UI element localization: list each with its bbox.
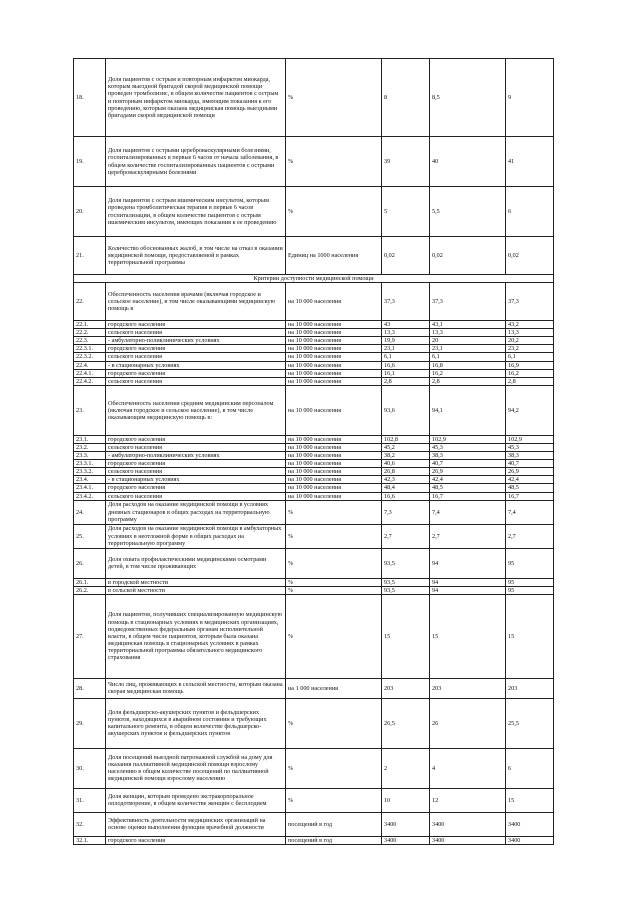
indicator-name: Доля расходов на оказание медицинской помощи в амбулаторных условиях в неотложной форме в общих расходах на территориальную программу bbox=[106, 524, 286, 548]
table-row bbox=[74, 237, 554, 275]
value-year-1: 13,3 bbox=[382, 329, 430, 337]
table-row bbox=[74, 492, 554, 500]
value-year-1: 7,3 bbox=[382, 500, 430, 524]
value-year-2: 16,2 bbox=[430, 369, 506, 377]
value-year-2: 15 bbox=[430, 594, 506, 678]
row-number: 23.1. bbox=[74, 435, 106, 443]
value-year-1: 10 bbox=[382, 788, 430, 812]
indicator-name: сельского населения bbox=[106, 492, 286, 500]
value-year-3: 48,5 bbox=[506, 484, 554, 492]
indicator-name: Доля фельдшерско-акушерских пунктов и фельдшерских пунктов, находящихся в аварийном состоянии и требующих капитального ремонта, в общем количестве фельдшерско-акушерских пунктов и фельдшерских пунктов bbox=[106, 698, 286, 748]
value-year-1: 93,5 bbox=[382, 586, 430, 594]
document-page bbox=[73, 58, 553, 845]
unit-of-measure: на 10 000 населения bbox=[286, 443, 382, 451]
unit-of-measure: на 10 000 населения bbox=[286, 377, 382, 385]
value-year-3: 0,02 bbox=[506, 237, 554, 275]
value-year-2: 40,7 bbox=[430, 460, 506, 468]
table-row bbox=[74, 678, 554, 698]
value-year-3: 43,2 bbox=[506, 321, 554, 329]
row-number: 22. bbox=[74, 283, 106, 321]
row-number: 23. bbox=[74, 385, 106, 435]
row-number: 23.3. bbox=[74, 452, 106, 460]
indicator-name: городского населения bbox=[106, 484, 286, 492]
value-year-1: 0,02 bbox=[382, 237, 430, 275]
table-row bbox=[74, 594, 554, 678]
indicator-name: Доля пациентов с острыми цереброваскулярными болезнями, госпитализированных в первые 6 часов от начала заболевания, в общем количестве госпитализированных пациентов с острыми цереброваскулярными болезнями bbox=[106, 137, 286, 187]
value-year-3: 95 bbox=[506, 548, 554, 578]
row-number: 23.3.2. bbox=[74, 468, 106, 476]
table-row bbox=[74, 187, 554, 237]
value-year-3: 16,2 bbox=[506, 369, 554, 377]
value-year-2: 38,3 bbox=[430, 452, 506, 460]
value-year-1: 2,7 bbox=[382, 524, 430, 548]
table-row bbox=[74, 283, 554, 321]
value-year-1: 5 bbox=[382, 187, 430, 237]
indicator-name: городского населения bbox=[106, 321, 286, 329]
value-year-3: 3400 bbox=[506, 812, 554, 836]
row-number: 32.1. bbox=[74, 836, 106, 844]
table-row bbox=[74, 524, 554, 548]
value-year-1: 19,9 bbox=[382, 337, 430, 345]
indicator-name: сельского населения bbox=[106, 377, 286, 385]
value-year-3: 26,9 bbox=[506, 468, 554, 476]
unit-of-measure: на 10 000 населения bbox=[286, 361, 382, 369]
table-row bbox=[74, 321, 554, 329]
value-year-2: 37,3 bbox=[430, 283, 506, 321]
unit-of-measure: посещений в год bbox=[286, 812, 382, 836]
unit-of-measure: % bbox=[286, 698, 382, 748]
indicator-name: Доля пациентов, получивших специализированную медицинскую помощь в стационарных условиях в медицинских организациях, подведомственных федеральным органам исполнительной власти, в общем числе пациентов, которым была оказана медицинская помощь в стационарных условиях в рамках территориальной программы обязательного медицинского страхования bbox=[106, 594, 286, 678]
unit-of-measure: % bbox=[286, 59, 382, 137]
value-year-3: 20,2 bbox=[506, 337, 554, 345]
value-year-1: 37,3 bbox=[382, 283, 430, 321]
value-year-3: 9 bbox=[506, 59, 554, 137]
row-number: 21. bbox=[74, 237, 106, 275]
value-year-1: 102,8 bbox=[382, 435, 430, 443]
value-year-3: 13,3 bbox=[506, 329, 554, 337]
row-number: 23.2. bbox=[74, 443, 106, 451]
value-year-3: 102,9 bbox=[506, 435, 554, 443]
value-year-2: 43,1 bbox=[430, 321, 506, 329]
unit-of-measure: на 10 000 населения bbox=[286, 353, 382, 361]
value-year-2: 26 bbox=[430, 698, 506, 748]
unit-of-measure: на 10 000 населения bbox=[286, 321, 382, 329]
section-title: Критерии доступности медицинской помощи bbox=[74, 275, 554, 283]
indicator-name: Обеспеченность населения врачами (включая городское и сельское население), в том числе оказывающими медицинскую помощь в bbox=[106, 283, 286, 321]
value-year-3: 6 bbox=[506, 187, 554, 237]
table-row bbox=[74, 369, 554, 377]
value-year-1: 48,4 bbox=[382, 484, 430, 492]
value-year-3: 2,8 bbox=[506, 377, 554, 385]
table-row bbox=[74, 385, 554, 435]
value-year-3: 95 bbox=[506, 578, 554, 586]
value-year-1: 42,3 bbox=[382, 476, 430, 484]
indicator-name: Доля посещений выездной патронажной службой на дому для оказания паллиативной медицинской помощи взрослому населению в общем количестве посещений по паллиативной медицинской помощи взрослому населению bbox=[106, 748, 286, 788]
unit-of-measure: Единиц на 1000 населения bbox=[286, 237, 382, 275]
value-year-1: 2 bbox=[382, 748, 430, 788]
unit-of-measure: на 1 000 населения bbox=[286, 678, 382, 698]
indicator-name: сельского населения bbox=[106, 329, 286, 337]
value-year-1: 93,6 bbox=[382, 385, 430, 435]
row-number: 23.3.1. bbox=[74, 460, 106, 468]
value-year-1: 8 bbox=[382, 59, 430, 137]
value-year-2: 94 bbox=[430, 548, 506, 578]
value-year-3: 15 bbox=[506, 594, 554, 678]
table-row bbox=[74, 345, 554, 353]
value-year-2: 8,5 bbox=[430, 59, 506, 137]
value-year-2: 26,9 bbox=[430, 468, 506, 476]
row-number: 22.4.1. bbox=[74, 369, 106, 377]
table-row bbox=[74, 788, 554, 812]
value-year-2: 94 bbox=[430, 586, 506, 594]
row-number: 27. bbox=[74, 594, 106, 678]
row-number: 29. bbox=[74, 698, 106, 748]
value-year-3: 16,9 bbox=[506, 361, 554, 369]
table-row bbox=[74, 484, 554, 492]
value-year-1: 38,2 bbox=[382, 452, 430, 460]
value-year-3: 25,5 bbox=[506, 698, 554, 748]
table-row bbox=[74, 748, 554, 788]
unit-of-measure: на 10 000 населения bbox=[286, 476, 382, 484]
value-year-2: 40 bbox=[430, 137, 506, 187]
value-year-2: 16,8 bbox=[430, 361, 506, 369]
unit-of-measure: на 10 000 населения bbox=[286, 435, 382, 443]
value-year-3: 16,7 bbox=[506, 492, 554, 500]
indicator-name: Доля пациентов с острым и повторным инфарктом миокарда, которым выездной бригадой скорой медицинской помощи проведен тромболизис, в общем количестве пациентов с острым и повторным инфарктом миокарда, имеющим показания к его проведению, которым оказана медицинская помощь выездными бригадами скорой медицинской помощи bbox=[106, 59, 286, 137]
value-year-2: 3400 bbox=[430, 812, 506, 836]
table-row bbox=[74, 836, 554, 844]
value-year-3: 2,7 bbox=[506, 524, 554, 548]
row-number: 22.2. bbox=[74, 329, 106, 337]
unit-of-measure: на 10 000 населения bbox=[286, 452, 382, 460]
value-year-2: 203 bbox=[430, 678, 506, 698]
table-row bbox=[74, 812, 554, 836]
unit-of-measure: на 10 000 населения bbox=[286, 369, 382, 377]
unit-of-measure: % bbox=[286, 548, 382, 578]
row-number: 22.3.2. bbox=[74, 353, 106, 361]
row-number: 26. bbox=[74, 548, 106, 578]
table-row bbox=[74, 361, 554, 369]
value-year-1: 45,2 bbox=[382, 443, 430, 451]
row-number: 24. bbox=[74, 500, 106, 524]
unit-of-measure: % bbox=[286, 788, 382, 812]
table-row bbox=[74, 443, 554, 451]
row-number: 22.3. bbox=[74, 337, 106, 345]
table-row bbox=[74, 586, 554, 594]
indicator-name: в городской местности bbox=[106, 578, 286, 586]
indicator-name: Эффективность деятельности медицинских организаций на основе оценки выполнения функции врачебной должности bbox=[106, 812, 286, 836]
indicator-name: городского населения bbox=[106, 345, 286, 353]
value-year-1: 16,1 bbox=[382, 369, 430, 377]
indicator-name: городского населения bbox=[106, 369, 286, 377]
table-row bbox=[74, 476, 554, 484]
value-year-2: 2,8 bbox=[430, 377, 506, 385]
unit-of-measure: % bbox=[286, 594, 382, 678]
row-number: 20. bbox=[74, 187, 106, 237]
unit-of-measure: на 10 000 населения bbox=[286, 460, 382, 468]
unit-of-measure: на 10 000 населения bbox=[286, 385, 382, 435]
value-year-1: 6,1 bbox=[382, 353, 430, 361]
unit-of-measure: % bbox=[286, 524, 382, 548]
row-number: 22.3.1. bbox=[74, 345, 106, 353]
indicator-name: Доля пациентов с острым ишемическим инсультом, которым проведена тромболитическая терапия в первые 6 часов госпитализации, в общем количестве пациентов с острым ишемическим инсультом, имеющих показания к ее проведению bbox=[106, 187, 286, 237]
value-year-3: 94,2 bbox=[506, 385, 554, 435]
value-year-2: 6,1 bbox=[430, 353, 506, 361]
value-year-1: 26,5 bbox=[382, 698, 430, 748]
unit-of-measure: % bbox=[286, 187, 382, 237]
value-year-3: 41 bbox=[506, 137, 554, 187]
unit-of-measure: на 10 000 населения bbox=[286, 337, 382, 345]
value-year-1: 43 bbox=[382, 321, 430, 329]
value-year-3: 95 bbox=[506, 586, 554, 594]
value-year-3: 203 bbox=[506, 678, 554, 698]
indicator-name: - амбулаторно-поликлинических условиях bbox=[106, 452, 286, 460]
value-year-2: 102,9 bbox=[430, 435, 506, 443]
indicator-name: городского населения bbox=[106, 836, 286, 844]
table-row bbox=[74, 377, 554, 385]
indicator-name: Доля охвата профилактическими медицинскими осмотрами детей, в том числе проживающих bbox=[106, 548, 286, 578]
unit-of-measure: на 10 000 населения bbox=[286, 492, 382, 500]
value-year-2: 12 bbox=[430, 788, 506, 812]
indicator-name: Обеспеченность населения средним медицинским персоналом (включая городское и сельское население), в том числе оказывающим медицинскую помощь в: bbox=[106, 385, 286, 435]
row-number: 18. bbox=[74, 59, 106, 137]
table-row bbox=[74, 452, 554, 460]
value-year-3: 6 bbox=[506, 748, 554, 788]
table-row bbox=[74, 337, 554, 345]
value-year-2: 94 bbox=[430, 578, 506, 586]
value-year-3: 45,3 bbox=[506, 443, 554, 451]
table-row bbox=[74, 329, 554, 337]
row-number: 22.4.2. bbox=[74, 377, 106, 385]
value-year-3: 7,4 bbox=[506, 500, 554, 524]
unit-of-measure: на 10 000 населения bbox=[286, 345, 382, 353]
table-row bbox=[74, 578, 554, 586]
value-year-2: 20 bbox=[430, 337, 506, 345]
unit-of-measure: на 10 000 населения bbox=[286, 329, 382, 337]
table-row bbox=[74, 698, 554, 748]
table-row bbox=[74, 500, 554, 524]
value-year-2: 3400 bbox=[430, 836, 506, 844]
value-year-1: 2,8 bbox=[382, 377, 430, 385]
value-year-1: 15 bbox=[382, 594, 430, 678]
indicator-name: сельского населения bbox=[106, 353, 286, 361]
row-number: 32. bbox=[74, 812, 106, 836]
value-year-1: 93,5 bbox=[382, 548, 430, 578]
value-year-2: 16,7 bbox=[430, 492, 506, 500]
value-year-1: 39 bbox=[382, 137, 430, 187]
value-year-1: 3400 bbox=[382, 836, 430, 844]
indicator-name: Доля расходов на оказание медицинской помощи в условиях дневных стационаров в общих расходах на территориальную программу bbox=[106, 500, 286, 524]
indicator-name: Доля женщин, которым проведено экстракорпоральное оплодотворение, в общем количестве женщин с бесплодием bbox=[106, 788, 286, 812]
row-number: 26.2. bbox=[74, 586, 106, 594]
indicator-name: - в стационарных условиях bbox=[106, 361, 286, 369]
unit-of-measure: на 10 000 населения bbox=[286, 484, 382, 492]
row-number: 31. bbox=[74, 788, 106, 812]
unit-of-measure: на 10 000 населения bbox=[286, 468, 382, 476]
value-year-3: 37,3 bbox=[506, 283, 554, 321]
row-number: 28. bbox=[74, 678, 106, 698]
table-row bbox=[74, 353, 554, 361]
value-year-2: 45,3 bbox=[430, 443, 506, 451]
indicator-name: в сельской местности bbox=[106, 586, 286, 594]
row-number: 25. bbox=[74, 524, 106, 548]
unit-of-measure: % bbox=[286, 137, 382, 187]
value-year-1: 93,5 bbox=[382, 578, 430, 586]
unit-of-measure: % bbox=[286, 500, 382, 524]
value-year-3: 42,4 bbox=[506, 476, 554, 484]
value-year-2: 42,4 bbox=[430, 476, 506, 484]
unit-of-measure: на 10 000 населения bbox=[286, 283, 382, 321]
value-year-1: 16,6 bbox=[382, 361, 430, 369]
value-year-1: 40,6 bbox=[382, 460, 430, 468]
indicator-name: сельского населения bbox=[106, 443, 286, 451]
table-row bbox=[74, 460, 554, 468]
value-year-2: 94,1 bbox=[430, 385, 506, 435]
indicator-name: - в стационарных условиях bbox=[106, 476, 286, 484]
value-year-2: 23,1 bbox=[430, 345, 506, 353]
value-year-3: 40,7 bbox=[506, 460, 554, 468]
row-number: 23.4. bbox=[74, 476, 106, 484]
row-number: 22.4. bbox=[74, 361, 106, 369]
indicator-name: Число лиц, проживающих в сельской местности, которым оказана скорая медицинская помощь bbox=[106, 678, 286, 698]
table-body bbox=[74, 59, 554, 845]
unit-of-measure: посещений в год bbox=[286, 836, 382, 844]
row-number: 26.1. bbox=[74, 578, 106, 586]
table-row bbox=[74, 59, 554, 137]
row-number: 23.4.1. bbox=[74, 484, 106, 492]
value-year-3: 23,2 bbox=[506, 345, 554, 353]
value-year-2: 13,3 bbox=[430, 329, 506, 337]
table-row bbox=[74, 468, 554, 476]
indicator-name: городского населения bbox=[106, 435, 286, 443]
row-number: 23.4.2. bbox=[74, 492, 106, 500]
value-year-1: 203 bbox=[382, 678, 430, 698]
value-year-1: 26,8 bbox=[382, 468, 430, 476]
value-year-1: 23,1 bbox=[382, 345, 430, 353]
table-row bbox=[74, 548, 554, 578]
value-year-2: 48,5 bbox=[430, 484, 506, 492]
indicator-name: - амбулаторно-поликлинических условиях bbox=[106, 337, 286, 345]
value-year-2: 0,02 bbox=[430, 237, 506, 275]
unit-of-measure: % bbox=[286, 748, 382, 788]
value-year-2: 2,7 bbox=[430, 524, 506, 548]
value-year-3: 3400 bbox=[506, 836, 554, 844]
value-year-1: 16,6 bbox=[382, 492, 430, 500]
unit-of-measure: % bbox=[286, 578, 382, 586]
value-year-3: 6,1 bbox=[506, 353, 554, 361]
section-header-row bbox=[74, 275, 554, 283]
value-year-2: 4 bbox=[430, 748, 506, 788]
row-number: 30. bbox=[74, 748, 106, 788]
table-row bbox=[74, 137, 554, 187]
indicator-name: Количество обоснованных жалоб, в том числе на отказ в оказании медицинской помощи, предоставляемой в рамках территориальной программы bbox=[106, 237, 286, 275]
indicator-name: городского населения bbox=[106, 460, 286, 468]
unit-of-measure: % bbox=[286, 586, 382, 594]
indicator-name: сельского населения bbox=[106, 468, 286, 476]
table-row bbox=[74, 435, 554, 443]
value-year-2: 7,4 bbox=[430, 500, 506, 524]
value-year-3: 38,3 bbox=[506, 452, 554, 460]
row-number: 22.1. bbox=[74, 321, 106, 329]
value-year-2: 5,5 bbox=[430, 187, 506, 237]
row-number: 19. bbox=[74, 137, 106, 187]
value-year-3: 15 bbox=[506, 788, 554, 812]
value-year-1: 3400 bbox=[382, 812, 430, 836]
criteria-table bbox=[73, 58, 554, 845]
